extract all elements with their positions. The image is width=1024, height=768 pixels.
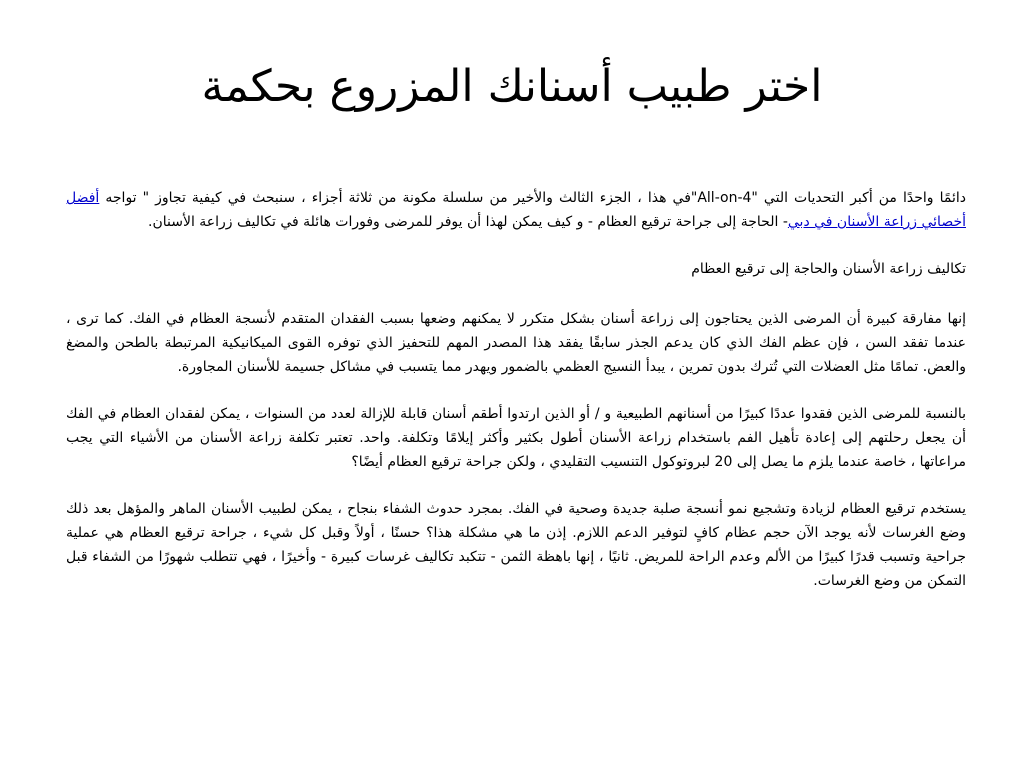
section-heading: تكاليف زراعة الأسنان والحاجة إلى ترقيع العظام bbox=[691, 261, 966, 277]
bone-loss-paragraph: إنها مفارقة كبيرة أن المرضى الذين يحتاجون إلى زراعة أسنان بشكل متكرر لا يمكنهم وضعها بسبب الفقدان المتقدم لأنسجة العظام في الفك. كما ترى ، عندما تفقد السن ، فإن عظم الفك الذي كان يدعم الجذر سابقًا يفقد هذا المصدر المهم للتحفيز الذي توفره القوى الميكانيكية المرتبطة بالطحن والمضغ والعض. تمامًا مثل العضلات التي تُترك بدون تمرين ، يبدأ النسيج العظمي بالضمور ويهدر مما يتسبب في مشاكل جسيمة للأسنان المجاورة. bbox=[66, 311, 966, 375]
intro-text-start: دائمًا واحدًا من أكبر التحديات التي "All-on-4"في هذا ، الجزء الثالث والأخير من سلسلة مكونة من ثلاثة أجزاء ، سنبحث في كيفية تجاوز " تواجه bbox=[99, 190, 966, 206]
bone-grafting-paragraph: يستخدم ترقيع العظام لزيادة وتشجيع نمو أنسجة صلبة جديدة وصحية في الفك. بمجرد حدوث الشفاء بنجاح ، يمكن لطبيب الأسنان الماهر والمؤهل بعد ذلك وضع الغرسات لأنه يوجد الآن حجم عظام كافٍ لتوفير الدعم اللازم. إذن ما هي مشكلة هذا؟ حسنًا ، أولاً وقبل كل شيء ، جراحة ترقيع العظام هي عملية جراحية وتسبب قدرًا كبيرًا من الألم وعدم الراحة للمريض. ثانيًا ، إنها باهظة الثمن - تتكبد تكاليف غرسات كبيرة - وأخيرًا ، فهي تتطلب شهورًا من الشفاء قبل التمكن من وضع الغرسات. bbox=[66, 501, 966, 589]
page-title: اختر طبيب أسنانك المزروع بحكمة bbox=[201, 61, 823, 112]
dubai-implant-specialist-link[interactable]: أفضل أخصائي زراعة الأسنان في دبي bbox=[66, 190, 966, 230]
intro-paragraph bbox=[66, 186, 966, 234]
slide-body bbox=[66, 186, 966, 616]
denture-patients-paragraph: بالنسبة للمرضى الذين فقدوا عددًا كبيرًا من أسنانهم الطبيعية و / أو الذين ارتدوا أطقم أسنان قابلة للإزالة لعدد من السنوات ، يمكن لفقدان العظام في الفك أن يجعل رحلتهم إلى إعادة تأهيل الفم باستخدام زراعة الأسنان أطول بكثير وأكثر إيلامًا وتكلفة. واحد. تعتبر تكلفة زراعة الأسنان من الأشياء التي يجب مراعاتها ، خاصة عندما يلزم ما يصل إلى 20 لبروتوكول التنسيب التقليدي ، ولكن جراحة ترقيع العظام أيضًا؟ bbox=[66, 406, 966, 470]
intro-text-end: - الحاجة إلى جراحة ترقيع العظام - و كيف يمكن لهذا أن يوفر للمرضى وفورات هائلة في تكاليف زراعة الأسنان. bbox=[148, 214, 788, 230]
